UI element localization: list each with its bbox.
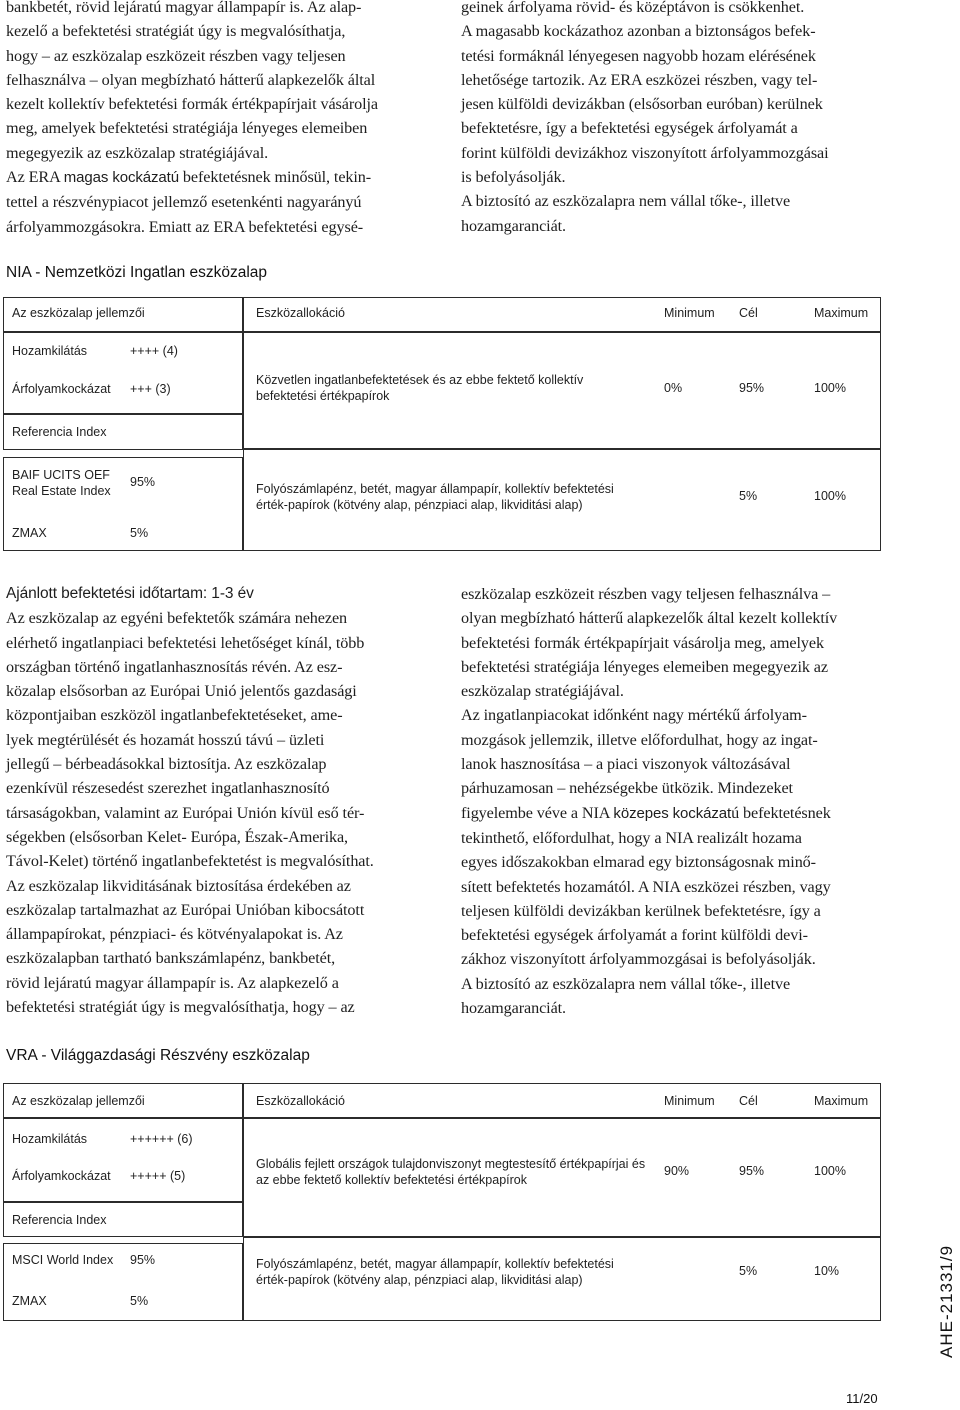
- text-line: egyes időszakokban elmarad egy biztonságosnak minő-: [461, 853, 816, 872]
- text-line: eszközalap stratégiájával.: [461, 682, 624, 701]
- nia-risk-label: Árfolyamkockázat: [12, 382, 111, 396]
- vra-characteristics-cell: [3, 1118, 243, 1202]
- vra-ref-2-weight: 5%: [130, 1294, 149, 1308]
- nia-header-target: Cél: [739, 306, 758, 320]
- text-line: forint külföldi devizákhoz viszonyított árfolyammozgásai: [461, 143, 829, 162]
- nia-allocation-1-min: 0%: [664, 381, 683, 395]
- nia-allocation-1-max: 100%: [814, 381, 846, 395]
- nia-ref-2-name: ZMAX: [12, 526, 47, 540]
- vra-allocation-1-text: Globális fejlett országok tulajdonviszonyt megtestesítő értékpapírjai és az ebbe fektető kollektív befektetési értékpapírok: [256, 1157, 646, 1187]
- nia-header-characteristics: Az eszközalap jellemzői: [12, 306, 145, 320]
- vra-header-characteristics: Az eszközalap jellemzői: [12, 1094, 145, 1108]
- risk-highlight: magas kockázatú: [63, 169, 179, 187]
- vra-allocation-1-target: 95%: [739, 1164, 765, 1178]
- nia-header-minimum: Minimum: [664, 306, 715, 320]
- text-line: jellegű – bérbeadásokkal biztosítja. Az eszközalap: [6, 755, 327, 774]
- vra-allocation-2-min: 5%: [739, 1264, 758, 1278]
- nia-allocation-1-text: Közvetlen ingatlanbefektetések és az ebbe fektető kollektív befektetési értékpapírok: [256, 373, 584, 403]
- vra-section-title: VRA - Világgazdasági Részvény eszközalap: [6, 1047, 310, 1064]
- text-line: befektetési formák értékpapírjait vásárolja meg, amelyek: [461, 633, 824, 652]
- page-number: 11/20: [846, 1391, 878, 1406]
- text-line: Az ingatlanpiacokat időnként nagy mértékű árfolyam-: [461, 706, 807, 725]
- text-line: befektetésre, így a befektetési egységek árfolyamát a: [461, 119, 798, 138]
- text-line: lehetősége tartozik. Az ERA eszközei részben, vagy tel-: [461, 70, 818, 89]
- text-line: közalap elsősorban az Európai Unió jelentős gazdasági: [6, 682, 357, 701]
- text-line: befektetési egységek árfolyamát a forint külföldi devi-: [461, 926, 808, 945]
- text-line: is befolyásolják.: [461, 168, 566, 187]
- text-line: jesen külföldi devizákban (elsősorban euróban) kerülnek: [461, 95, 823, 114]
- vra-header-maximum: Maximum: [814, 1094, 869, 1108]
- vra-allocation-2-max: 10%: [814, 1264, 840, 1278]
- text-fragment: Az ERA: [6, 168, 64, 187]
- vra-allocation-1-max: 100%: [814, 1164, 846, 1178]
- text-line: bankbetét, rövid lejáratú magyar állampapír is. Az alap-: [6, 0, 362, 16]
- text-line: olyan megbízható hátterű alapkezelők által kezelt kollektív: [461, 609, 838, 628]
- nia-ref-index-label: Referencia Index: [12, 425, 107, 439]
- text-line: A biztosító az eszközalapra nem vállal tőke-, illetve: [461, 974, 791, 993]
- risk-sentence: [6, 165, 424, 190]
- risk-highlight: közepes kockázat: [613, 804, 732, 822]
- text-line: társaságokban, valamint az Európai Unión kívül eső tér-: [6, 803, 365, 822]
- top-right-column: [461, 0, 901, 238]
- vra-return-label: Hozamkilátás: [12, 1132, 88, 1146]
- text-line: geinek árfolyama rövid- és középtávon is csökkenhet.: [461, 0, 805, 16]
- nia-allocation-1-target: 95%: [739, 381, 765, 395]
- vra-return-value: ++++++ (6): [130, 1132, 193, 1146]
- risk-sentence: [461, 801, 901, 826]
- vra-header-target: Cél: [739, 1094, 758, 1108]
- text-line: eszközalap tartalmazhat az Európai Unióban kibocsátott: [6, 900, 365, 919]
- text-line: zákhoz viszonyított árfolyammozgásai is befolyásolják.: [461, 950, 816, 969]
- recommended-period: Ajánlott befektetési időtartam: 1-3 év: [6, 585, 254, 602]
- text-line: Az eszközalap likviditásának biztosítása érdekében az: [6, 876, 351, 895]
- mid-left-column: [6, 582, 424, 1019]
- vra-allocation-2-text: Folyószámlapénz, betét, magyar állampapír, kollektív befektetési érték-papírok (kötvény alap, pénzpiaci alap, likviditási alap): [256, 1257, 614, 1287]
- text-line: mozgások jellemzik, illetve előfordulhat, hogy az ingat-: [461, 730, 818, 749]
- document-code: AHE-21331/9: [937, 1244, 956, 1358]
- text-line: megegyezik az eszközalap stratégiájával.: [6, 143, 269, 162]
- text-line: tetési formáknál lényegesen nagyobb hozam elérésének: [461, 46, 816, 65]
- text-line: lyek megtérülését és hozamát hosszú távú – üzleti: [6, 730, 325, 749]
- nia-header-allocation: Eszközallokáció: [256, 306, 345, 320]
- text-line: kezelt kollektív befektetési formák értékpapírjait vásárolja: [6, 95, 378, 114]
- nia-return-value: ++++ (4): [130, 344, 178, 358]
- text-line: hozamgaranciát.: [461, 216, 567, 235]
- text-line: befektetési stratégiát úgy is megvalósíthatja, hogy – az: [6, 998, 355, 1017]
- text-line: hozamgaranciát.: [461, 999, 567, 1018]
- nia-header-maximum: Maximum: [814, 306, 869, 320]
- text-line: állampapírokat, pénzpiaci- és kötvényalapokat is. Az: [6, 925, 343, 944]
- text-line: árfolyammozgásokra. Emiatt az ERA befektetési egysé-: [6, 217, 364, 236]
- nia-ref-1-name: BAIF UCITS OEF Real Estate Index: [12, 468, 111, 498]
- vra-ref-1-name: MSCI World Index: [12, 1253, 114, 1267]
- text-line: A biztosító az eszközalapra nem vállal tőke-, illetve: [461, 192, 791, 211]
- text-fragment: figyelembe véve a NIA: [461, 803, 614, 822]
- vra-risk-label: Árfolyamkockázat: [12, 1169, 111, 1183]
- mid-right-column: [461, 582, 901, 1020]
- text-line: sített befektetés hozamától. A NIA eszközei részben, vagy: [461, 877, 831, 896]
- text-line: hogy – az eszközalap eszközeit részben vagy teljesen: [6, 46, 346, 65]
- nia-allocation-2-max: 100%: [814, 489, 846, 503]
- text-line: tettel a részvénypiacot jellemző esetenkénti nagyarányú: [6, 193, 362, 212]
- text-line: elérhető ingatlanpiaci befektetési lehetőséget kínál, több: [6, 633, 365, 652]
- text-line: meg, amelyek befektetési stratégiája lényeges elemeiben: [6, 119, 368, 138]
- text-line: központjaiban eszközöl ingatlanbefektetéseket, ame-: [6, 706, 343, 725]
- text-line: lanok hasznosítása – a piaci viszonyok változásával: [461, 755, 791, 774]
- nia-return-label: Hozamkilátás: [12, 344, 88, 358]
- vra-ref-2-name: ZMAX: [12, 1294, 47, 1308]
- text-fragment: ú befektetésnek: [731, 803, 831, 822]
- text-fragment: befektetésnek minősül, tekin-: [178, 168, 372, 187]
- text-line: eszközalapban tartható bankszámlapénz, bankbetét,: [6, 949, 336, 968]
- text-line: kezelő a befektetési stratégiát úgy is megvalósíthatja,: [6, 22, 346, 41]
- vra-ref-1-weight: 95%: [130, 1253, 156, 1267]
- text-line: felhasználva – olyan megbízható hátterű alapkezelők által: [6, 70, 376, 89]
- nia-ref-1-weight: 95%: [130, 475, 156, 489]
- vra-header-allocation: Eszközallokáció: [256, 1094, 345, 1108]
- text-line: országban történő ingatlanhasznosítás révén. Az esz-: [6, 657, 343, 676]
- text-line: rövid lejáratú magyar állampapír is. Az alapkezelő a: [6, 973, 339, 992]
- nia-risk-value: +++ (3): [130, 382, 171, 396]
- nia-ref-2-weight: 5%: [130, 526, 149, 540]
- nia-section-title: NIA - Nemzetközi Ingatlan eszközalap: [6, 264, 268, 281]
- text-line: eszközalap eszközeit részben vagy teljesen felhasználva –: [461, 585, 831, 603]
- vra-header-minimum: Minimum: [664, 1094, 715, 1108]
- text-line: Az eszközalap az egyéni befektetők számára nehezen: [6, 609, 348, 628]
- text-line: ségekben (elsősorban Kelet- Európa, Észak-Amerika,: [6, 827, 348, 846]
- text-line: párhuzamosan – nehézségekbe ütközik. Mindezeket: [461, 779, 793, 798]
- vra-ref-index-label: Referencia Index: [12, 1213, 107, 1227]
- text-line: A magasabb kockázathoz azonban a biztonságos befek-: [461, 22, 816, 41]
- vra-allocation-1-min: 90%: [664, 1164, 690, 1178]
- nia-allocation-2-text: Folyószámlapénz, betét, magyar állampapír, kollektív befektetési érték-papírok (kötvény alap, pénzpiaci alap, likviditási alap): [256, 482, 614, 512]
- nia-allocation-2-min: 5%: [739, 489, 758, 503]
- text-line: teljesen külföldi devizákban kerülnek befektetésre, így a: [461, 901, 821, 920]
- text-line: tekinthető, előfordulhat, hogy a NIA realizált hozama: [461, 828, 802, 847]
- top-left-column: [6, 0, 424, 239]
- vra-risk-value: +++++ (5): [130, 1169, 186, 1183]
- text-line: Távol-Kelet) történő ingatlanbefektetést is megvalósíthat.: [6, 852, 374, 871]
- text-line: ezenkívül részesedést szerezhet ingatlanhasznosító: [6, 779, 330, 798]
- text-line: befektetési stratégiája lényeges elemeiben megegyezik az: [461, 657, 828, 676]
